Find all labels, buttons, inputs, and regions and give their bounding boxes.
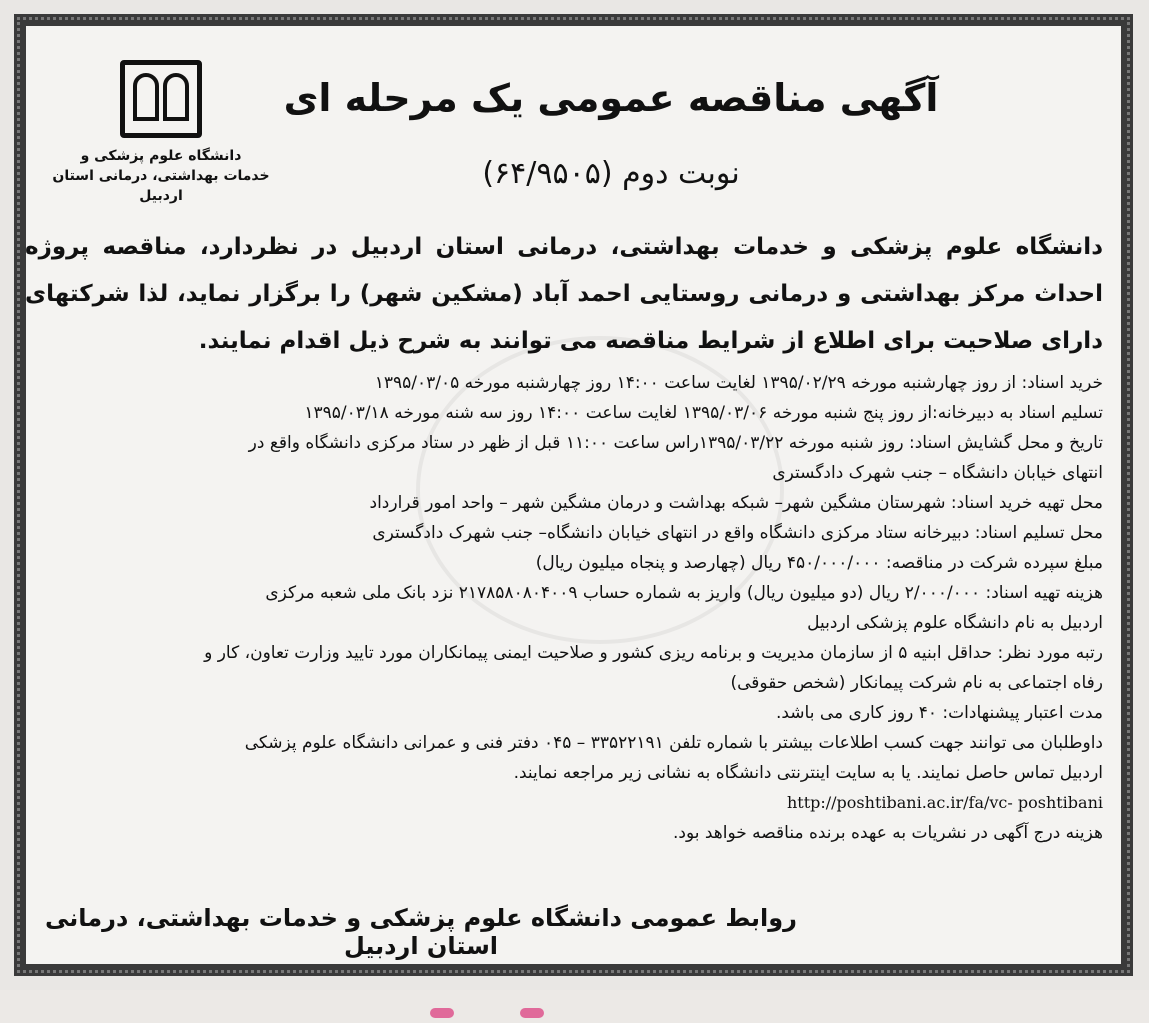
notice-title: آگهی مناقصه عمومی یک مرحله ای bbox=[283, 76, 939, 120]
signature-line: روابط عمومی دانشگاه علوم پزشکی و خدمات بهداشتی، درمانی استان اردبیل bbox=[44, 904, 797, 960]
details-list bbox=[25, 368, 1103, 848]
logo-emblem-icon bbox=[120, 60, 202, 138]
detail-line: تاریخ و محل گشایش اسناد: روز شنبه مورخه ۱۳۹۵/۰۳/۲۲راس ساعت ۱۱:۰۰ قبل از ظهر در ستاد مرکزی دانشگاه واقع در bbox=[248, 433, 1103, 453]
detail-line: مدت اعتبار پیشنهادات: ۴۰ روز کاری می باشد. bbox=[775, 703, 1103, 723]
detail-line: رفاه اجتماعی به نام شرکت پیمانکار (شخص حقوقی) bbox=[730, 673, 1103, 693]
detail-line: محل تهیه خرید اسناد: شهرستان مشگین شهر– شبکه بهداشت و درمان مشگین شهر – واحد امور قرارداد bbox=[369, 493, 1103, 513]
detail-line: تسلیم اسناد به دبیرخانه:از روز پنج شنبه مورخه ۱۳۹۵/۰۳/۰۶ لغایت ساعت ۱۴:۰۰ روز سه شنه مورخه ۱۳۹۵/۰۳/۱۸ bbox=[304, 403, 1103, 423]
detail-line: رتبه مورد نظر: حداقل ابنیه ۵ از سازمان مدیریت و برنامه ریزی کشور و صلاحیت ایمنی پیمانکاران مورد تایید وزارت تعاون، کار و bbox=[204, 643, 1103, 663]
notice-subtitle: نوبت دوم (۶۴/۹۵۰۵) bbox=[482, 156, 740, 191]
page-bottom-margin bbox=[0, 990, 1149, 1023]
cost-note: هزینه درج آگهی در نشریات به عهده برنده مناقصه خواهد بود. bbox=[672, 823, 1103, 843]
logo-line-2: خدمات بهداشتی، درمانی استان اردبیل bbox=[52, 168, 270, 204]
detail-line: هزینه تهیه اسناد: ۲/۰۰۰/۰۰۰ ریال (دو میلیون ریال) واریز به شماره حساب ۲۱۷۸۵۸۰۸۰۴۰۰۹ نزد بانک ملی شعبه مرکزی bbox=[265, 583, 1103, 603]
notice-content bbox=[25, 36, 1111, 960]
detail-line: اردبیل تماس حاصل نمایند. یا به سایت اینترنتی دانشگاه به نشانی زیر مراجعه نمایند. bbox=[513, 763, 1103, 783]
detail-line: اردبیل به نام دانشگاه علوم پزشکی اردبیل bbox=[807, 613, 1103, 633]
university-logo bbox=[38, 40, 284, 216]
detail-line: انتهای خیابان دانشگاه – جنب شهرک دادگستری bbox=[772, 463, 1103, 483]
website-url: http://poshtibani.ac.ir/fa/vc- poshtibani bbox=[786, 793, 1103, 812]
logo-line-1: دانشگاه علوم پزشکی و bbox=[80, 148, 242, 164]
detail-line: محل تسلیم اسناد: دبیرخانه ستاد مرکزی دانشگاه واقع در انتهای خیابان دانشگاه– جنب شهرک دادگستری bbox=[372, 523, 1103, 543]
detail-line: مبلغ سپرده شرکت در مناقصه: ۴۵۰/۰۰۰/۰۰۰ ریال (چهارصد و پنجاه میلیون ریال) bbox=[535, 553, 1103, 573]
lead-paragraph: دانشگاه علوم پزشکی و خدمات بهداشتی، درمانی استان اردبیل در نظردارد، مناقصه پروژه احداث مرکز بهداشتی و درمانی روستایی احمد آباد (مشکین شهر) را برگزار نماید، لذا شرکتهای دارای صلاحیت برای اطلاع از شرایط مناقصه می توانند به شرح ذیل اقدام نمایند. bbox=[25, 234, 1103, 354]
pink-ink-mark bbox=[520, 1008, 544, 1018]
detail-line: خرید اسناد: از روز چهارشنبه مورخه ۱۳۹۵/۰۲/۲۹ لغایت ساعت ۱۴:۰۰ روز چهارشنبه مورخه ۱۳۹۵/۰۳/۰۵ bbox=[374, 373, 1103, 393]
pink-ink-mark bbox=[430, 1008, 454, 1018]
notice-frame bbox=[14, 14, 1133, 976]
detail-line: داوطلبان می توانند جهت کسب اطلاعات بیشتر با شماره تلفن ۳۳۵۲۲۱۹۱ – ۰۴۵ دفتر فنی و عمرانی دانشگاه علوم پزشکی bbox=[244, 733, 1103, 753]
